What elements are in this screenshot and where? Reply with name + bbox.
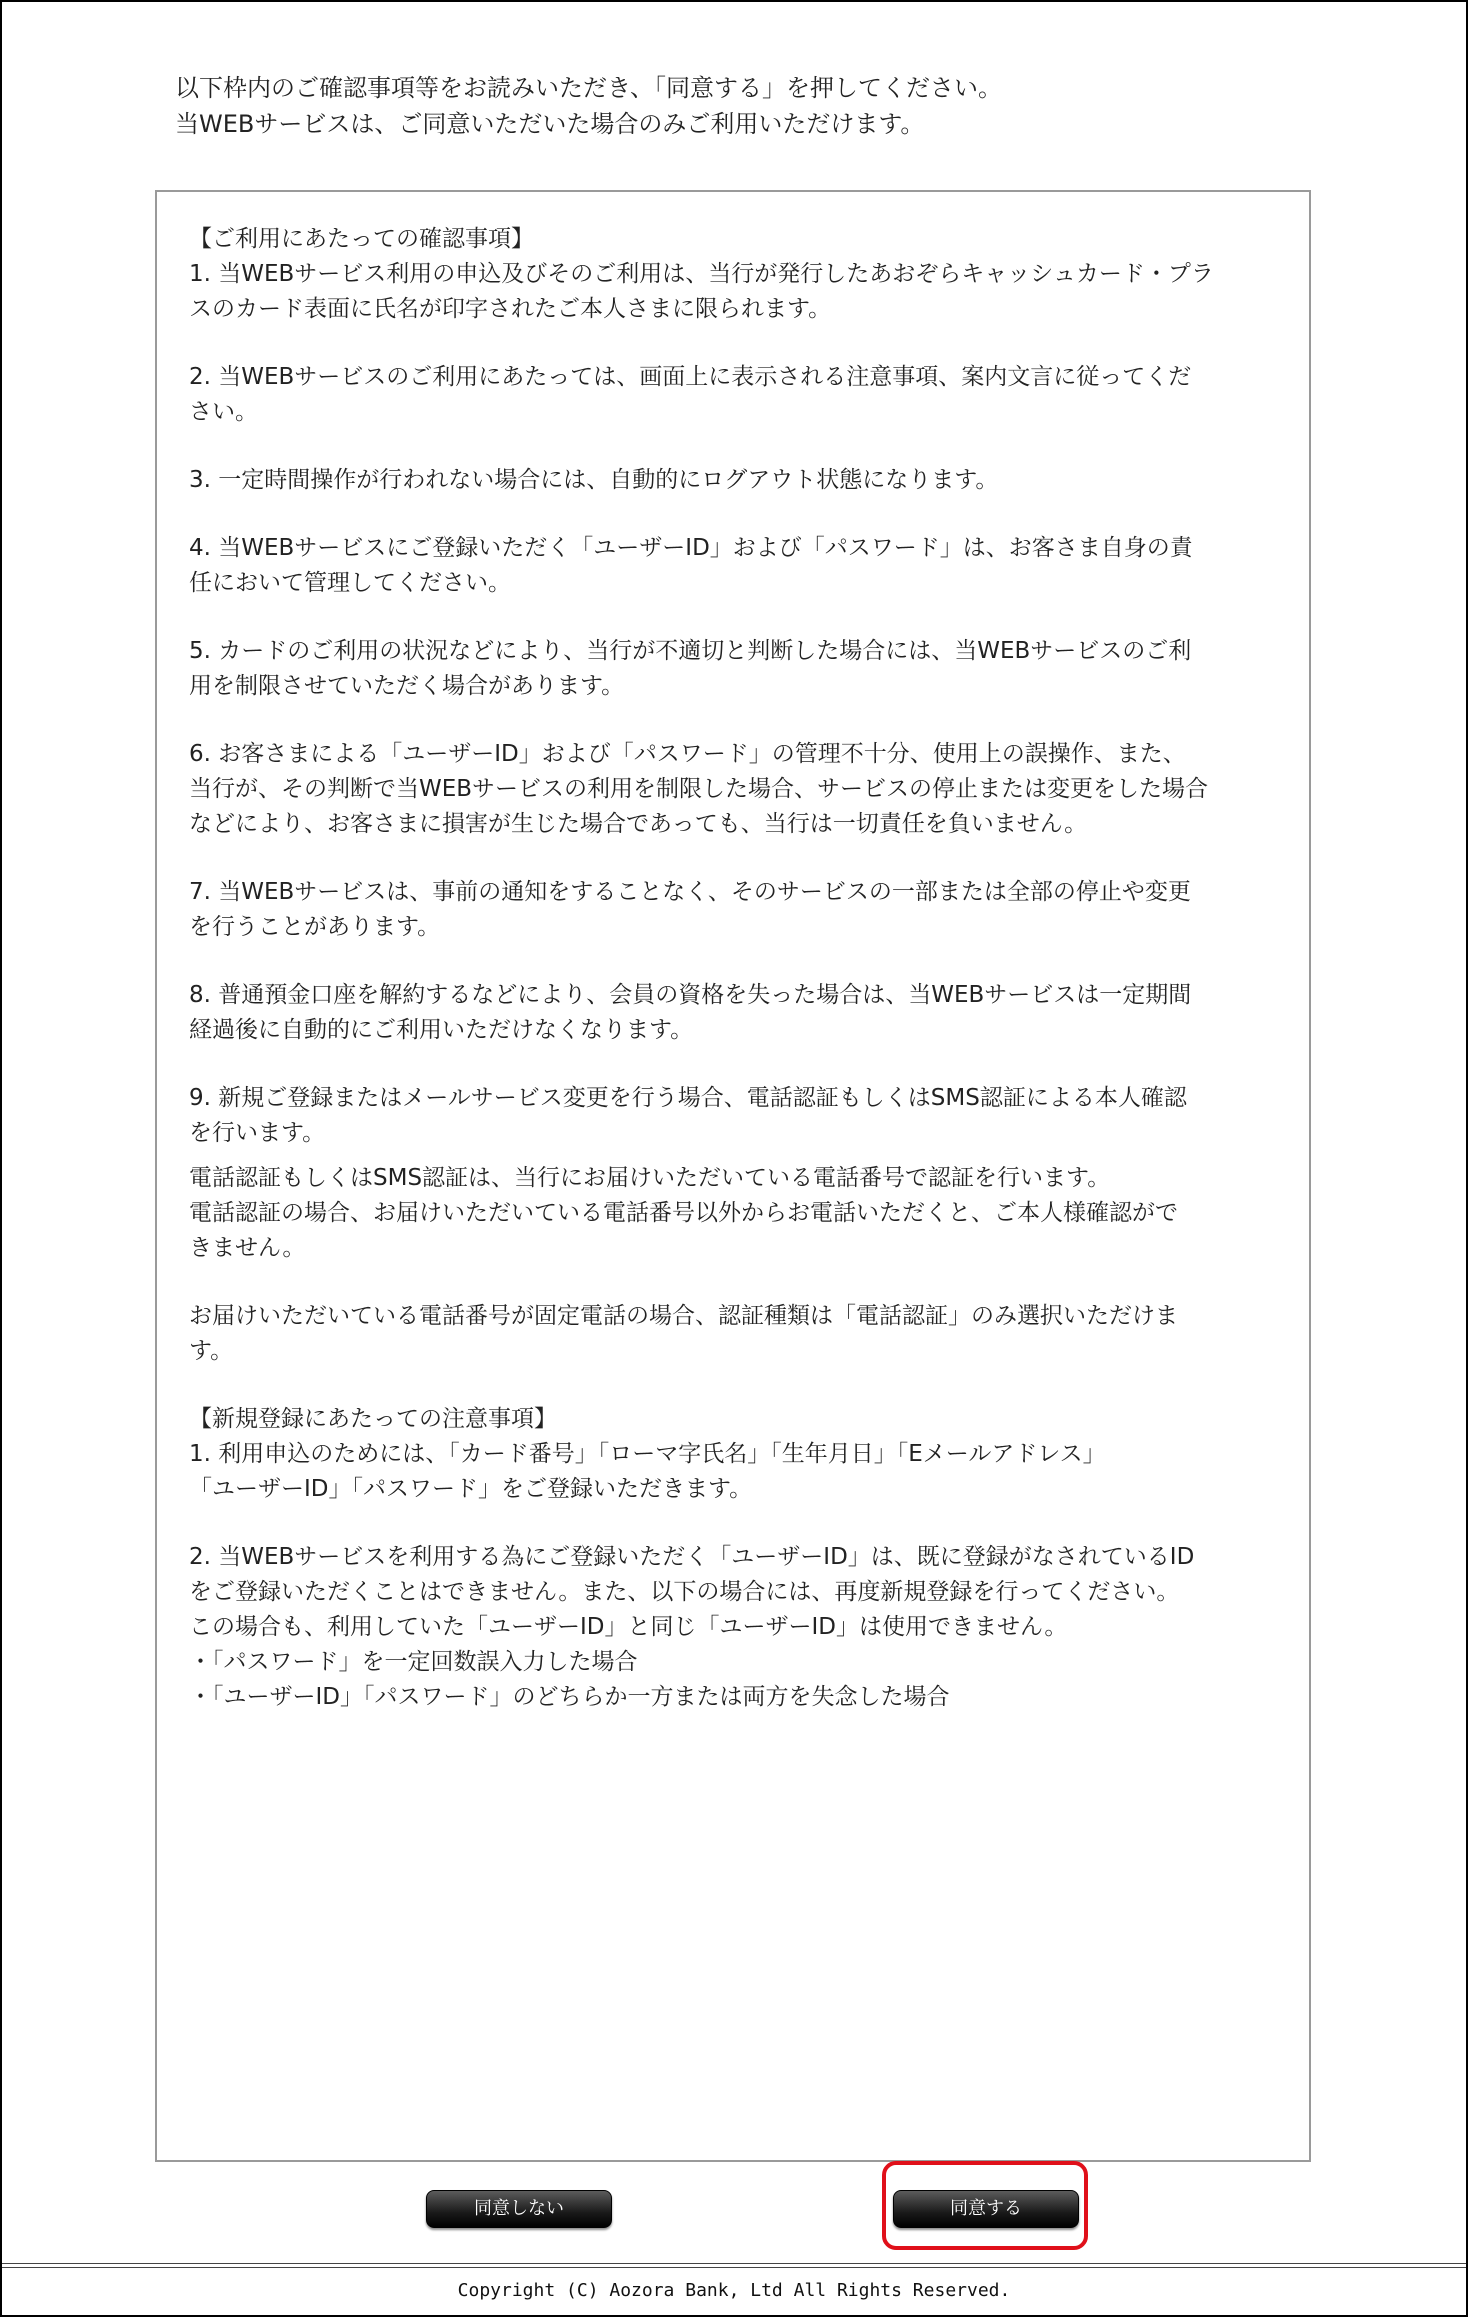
confirm-item-line: 1. 当WEBサービス利用の申込及びそのご利用は、当行が発行したあおぞらキャッシュカード・プラ (189, 261, 1214, 287)
intro-line-1: 以下枠内のご確認事項等をお読みいただき、「同意する」を押してください。 (175, 74, 1003, 102)
confirm-item-line: 9. 新規ご登録またはメールサービス変更を行う場合、電話認証もしくはSMS認証による本人確認 (189, 1085, 1187, 1111)
confirm-item-line: 8. 普通預金口座を解約するなどにより、会員の資格を失った場合は、当WEBサービスは一定期間 (189, 982, 1192, 1008)
confirm-item-line: 7. 当WEBサービスは、事前の通知をすることなく、そのサービスの一部または全部の停止や変更 (189, 879, 1191, 905)
register-items (189, 1437, 1289, 1715)
confirm-heading: 【ご利用にあたっての確認事項】 (189, 226, 534, 252)
confirm-item-line: お届けいただいている電話番号が固定電話の場合、認証種類は「電話認証」のみ選択いただけま (189, 1303, 1178, 1329)
confirm-item-line: さい。 (189, 399, 258, 425)
confirm-item-line: 電話認証もしくはSMS認証は、当行にお届けいただいている電話番号で認証を行います。 (189, 1165, 1111, 1191)
register-heading: 【新規登録にあたっての注意事項】 (189, 1406, 557, 1432)
intro-text (175, 70, 1002, 142)
confirm-item-line: を行うことがあります。 (189, 914, 441, 940)
confirm-item-line: きません。 (189, 1235, 306, 1261)
intro-line-2: 当WEBサービスは、ご同意いただいた場合のみご利用いただけます。 (175, 110, 925, 138)
register-item-1 (189, 1437, 1289, 1507)
confirm-item-line: を行います。 (189, 1120, 326, 1146)
confirm-item-10 (189, 1161, 1289, 1266)
confirm-item-7 (189, 875, 1289, 945)
terms-box[interactable] (155, 190, 1311, 2162)
confirm-item-6 (189, 737, 1289, 842)
confirm-item-line: 任において管理してください。 (189, 570, 511, 596)
confirm-item-line: す。 (189, 1338, 234, 1364)
disagree-button[interactable]: 同意しない (426, 2190, 612, 2228)
confirm-item-line: 電話認証の場合、お届けいただいている電話番号以外からお電話いただくと、ご本人様確認がで (189, 1200, 1178, 1226)
confirm-item-line: スのカード表面に氏名が印字されたご本人さまに限られます。 (189, 296, 832, 322)
confirm-item-line: 経過後に自動的にご利用いただけなくなります。 (189, 1017, 694, 1043)
confirm-item-line: 2. 当WEBサービスのご利用にあたっては、画面上に表示される注意事項、案内文言に従ってくだ (189, 364, 1192, 390)
confirm-item-1 (189, 257, 1289, 327)
confirm-item-line: 6. お客さまによる「ユーザーID」および「パスワード」の管理不十分、使用上の誤操作、また、 (189, 741, 1186, 767)
register-item-line: ・「パスワード」を一定回数誤入力した場合 (189, 1649, 638, 1675)
register-item-2 (189, 1540, 1289, 1715)
confirm-item-3 (189, 463, 1289, 498)
confirm-item-8 (189, 978, 1289, 1048)
agree-button[interactable]: 同意する (893, 2190, 1079, 2228)
confirm-items (189, 257, 1289, 1369)
confirm-item-5 (189, 634, 1289, 704)
register-item-line: この場合も、利用していた「ユーザーID」と同じ「ユーザーID」は使用できません。 (189, 1614, 1068, 1640)
confirm-item-line: 当行が、その判断で当WEBサービスの利用を制限した場合、サービスの停止または変更をした場合 (189, 776, 1209, 802)
copyright-footer: Copyright (C) Aozora Bank, Ltd All Rights Reserved. (457, 2280, 1011, 2301)
terms-content (189, 222, 1289, 1748)
confirm-item-line: 3. 一定時間操作が行われない場合には、自動的にログアウト状態になります。 (189, 467, 999, 493)
register-item-line: 2. 当WEBサービスを利用する為にご登録いただく「ユーザーID」は、既に登録がなされているID (189, 1544, 1195, 1570)
register-item-line: ・「ユーザーID」「パスワード」のどちらか一方または両方を失念した場合 (189, 1684, 950, 1710)
confirm-item-11 (189, 1299, 1289, 1369)
confirm-item-2 (189, 360, 1289, 430)
footer-divider (2, 2263, 1466, 2268)
confirm-item-line: 5. カードのご利用の状況などにより、当行が不適切と判断した場合には、当WEBサービスのご利 (189, 638, 1192, 664)
confirm-item-line: などにより、お客さまに損害が生じた場合であっても、当行は一切責任を負いません。 (189, 811, 1088, 837)
register-item-line: 「ユーザーID」「パスワード」をご登録いただきます。 (189, 1476, 753, 1502)
confirm-item-9 (189, 1081, 1289, 1151)
register-item-line: 1. 利用申込のためには、「カード番号」「ローマ字氏名」「生年月日」「Eメールアドレス」 (189, 1441, 1106, 1467)
confirm-item-line: 4. 当WEBサービスにご登録いただく「ユーザーID」および「パスワード」は、お客さま自身の責 (189, 535, 1193, 561)
register-item-line: をご登録いただくことはできません。また、以下の場合には、再度新規登録を行ってください。 (189, 1579, 1180, 1605)
confirm-item-4 (189, 531, 1289, 601)
confirm-item-line: 用を制限させていただく場合があります。 (189, 673, 625, 699)
